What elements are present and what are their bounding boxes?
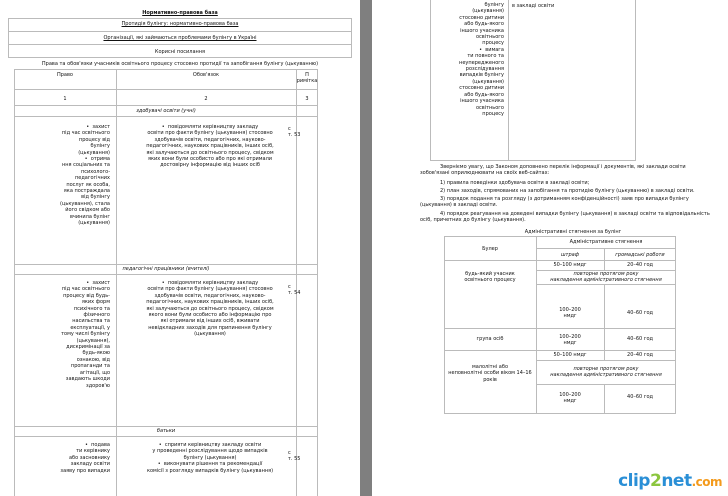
- penalty-header-actor: Булер: [482, 246, 498, 252]
- col-number-1: 1: [63, 96, 67, 102]
- penalty-repeat-row2: повторне протягом року накладення адміністративного стягнення: [550, 366, 662, 379]
- penalty-work-row3: 40–60 год: [627, 336, 653, 342]
- useful-links-title: Корисні посилання: [154, 49, 206, 55]
- rights-table-title: Права та обов'язки учасників освітнього процесу стосовно протидії та запобігання булінгу (цькуванню): [41, 61, 319, 67]
- section-title-teachers: педагогічні працівники (вчителі): [122, 266, 210, 272]
- col-header-duty: Обов'язок: [192, 72, 220, 78]
- penalty-actor-group: група осіб: [476, 336, 504, 342]
- penalty-fine-row3: 100–200 нмдг: [559, 334, 581, 347]
- heading-legal-base[interactable]: Нормативно-правова база: [142, 10, 218, 16]
- penalty-fine-row1: 50–100 нмдг: [553, 262, 587, 268]
- document-page-right: [372, 0, 728, 496]
- link-organizations[interactable]: Організації, які займаються проблемами булінгу в Україні: [103, 35, 257, 41]
- parents-right-cell: • подава ти керівнику або засновнику закладу освіти заяву про випадки: [60, 442, 110, 474]
- students-right-cell: • захист під час освітнього процесу від булінгу (цькування) • отрима ння соціальних та психолого- педагогічних послуг як особа, яка постраждала від булінгу (цькування), стала його свідком або вчинила булінг (цькування): [60, 124, 110, 227]
- penalty-work-row1: 20–40 год: [627, 262, 653, 268]
- paragraph-intro: Зверніємо увагу, що Законом доповнено перелік інформації і документів, які заклади освіти зобов'язані оприлюднювати на своїх веб-сайтах:: [420, 164, 686, 177]
- penalty-fine-row4: 50–100 нмдг: [553, 352, 587, 358]
- document-page-left: [0, 0, 360, 496]
- parents-duty-cont: в закладі освіти: [512, 3, 555, 9]
- section-title-students: здобувачі освіти (учні): [136, 108, 196, 114]
- col-number-3: 3: [305, 96, 309, 102]
- penalty-work-row5: 40–60 год: [627, 394, 653, 400]
- penalty-header-group: Адміністративне стягнення: [569, 239, 643, 245]
- list-item-2: 2) план заходів, спрямованих на запобігання та протидію булінгу (цькуванню) в закладі освіти.: [440, 188, 695, 194]
- teachers-duty-cell: • повідомляти керівництву закладу освіти про факти булінгу (цькування) стосовно здобувачів освіти, педагогічних, науково- педагогічних, наукових працівників, інших осіб, які залучаються до освітнього процесу, свідком якого вони були особисто або інформацію про які отримали від інших осіб, вживати невідкладних заходів для припинення булінгу (цькування): [146, 280, 274, 338]
- parents-duty-cell: • сприяти керівництву закладу освіти у проведенні розслідування щодо випадків булінгу (цькування) • виконувати рішення та рекомендації комісії з розгляду випадків булінгу (цькування): [146, 442, 274, 474]
- list-item-3: 3) порядок подання та розгляду (з дотриманням конфіденційності) заяв про випадки булінгу (цькування) в закладі освіти.: [420, 196, 689, 209]
- list-item-1: 1) правила поведінки здобувача освіти в закладі освіти;: [440, 180, 590, 186]
- watermark-logo: clip2net.com: [618, 471, 722, 491]
- col-number-2: 2: [204, 96, 208, 102]
- penalty-work-row2: 40–60 год: [627, 310, 653, 316]
- students-ref-cell: с т. 53: [288, 126, 301, 139]
- penalty-fine-row5: 100–200 нмдг: [559, 392, 581, 405]
- penalty-actor-any: будь-який учасник освітнього процесу: [464, 271, 516, 284]
- penalty-repeat-row1: повторне протягом року накладення адміністративного стягнення: [550, 271, 662, 284]
- col-header-right: Право: [56, 72, 73, 78]
- penalty-actor-minors: малолітні або неповнолітні особи віком 14–16 років: [448, 364, 532, 383]
- penalty-header-fine: штраф: [560, 252, 579, 258]
- penalty-work-row4: 20–40 год: [627, 352, 653, 358]
- students-duty-cell: • повідомляти керівництву закладу освіти про факти булінгу (цькування) стосовно здобувачів освіти, педагогічних, науково- педагогічних, наукових працівників, інших осіб, які залучаються до освітнього процесу, свідком яких вони були особисто або про які отримали достовірну інформацію від інших осіб: [146, 124, 274, 169]
- parents-right-cont: булінгу (цькування) стосовно дитини або будь-якого іншого учасника освітнього процесу • вимага ти повного та неупередженого розслідування випадків булінгу (цькування) стосовно дитини або будь-якого іншого учасника освітнього процесу: [459, 2, 504, 117]
- link-antibullying-base[interactable]: Протидія булінгу: нормативно-правова база: [121, 21, 239, 27]
- penalty-table-title: Адміністративні стягнення за булінг: [524, 229, 622, 235]
- parents-ref-cell: с т. 55: [288, 450, 301, 463]
- teachers-right-cell: • захист під час освітнього процесу від будь- яких форм психічного та фізичного насильства та експлуатації, у тому числі булінгу (цькування), дискримінації за будь-якою ознакою, від пропаганди та агітації, що завдають шкоди здоров'ю: [61, 280, 110, 389]
- section-title-parents: батьки: [156, 428, 176, 434]
- list-item-4: 4) порядок реагування на доведені випадки булінгу (цькування) в закладі освіти та відповідальність осіб, причетних до булінгу (цькування).: [420, 211, 710, 224]
- col-header-note: П римітка: [296, 72, 318, 85]
- teachers-ref-cell: с т. 54: [288, 284, 301, 297]
- penalty-header-work: громадські роботи: [615, 252, 665, 258]
- penalty-fine-row2: 100–200 нмдг: [559, 307, 581, 320]
